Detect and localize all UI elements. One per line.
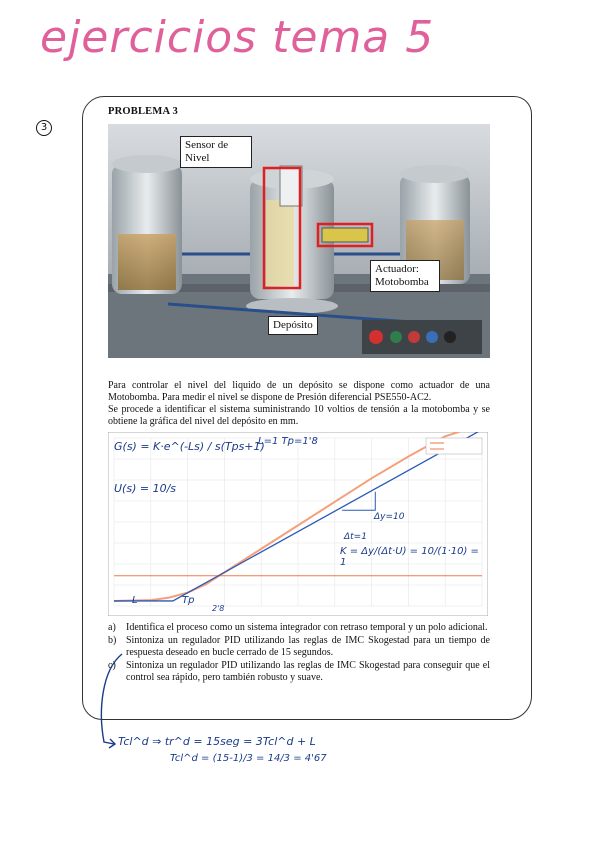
- problem-statement: [108, 380, 490, 428]
- hw-tuning-line-1: Tcl^d ⇒ tr^d = 15seg = 3Tcl^d + L: [118, 735, 316, 748]
- problem-number-mark: 3: [36, 120, 52, 136]
- page-title: ejercicios tema 5: [40, 12, 435, 63]
- paragraph-2: Se procede a identificar el sistema suministrando 10 voltios de tensión a la motobomba y se obtiene la gráfica del nivel del depósito en mm.: [108, 404, 490, 427]
- level-chart: [108, 432, 488, 616]
- question-letter: c): [108, 660, 116, 671]
- hw-input: U(s) = 10/s: [114, 482, 177, 495]
- tank-label: Depósito: [268, 316, 318, 335]
- hw-tuning-line-2: Tcl^d = (15-1)/3 = 14/3 = 4'67: [170, 753, 327, 764]
- problem-heading: PROBLEMA 3: [108, 106, 178, 117]
- question-a: [108, 622, 490, 634]
- sensor-label: Sensor de Nivel: [180, 136, 252, 168]
- paragraph-1: Para controlar el nivel del liquido de un depósito se dispone como actuador de una Motobomba. Para medir el nivel se dispone de Presión diferencial PSE550-AC2.: [108, 380, 490, 403]
- actuator-label: Actuador: Motobomba: [370, 260, 440, 292]
- hw-delta-t: Δt=1: [344, 532, 367, 542]
- hw-delta-y: Δy=10: [374, 512, 405, 522]
- question-c: [108, 660, 490, 684]
- hw-parameters: L=1 Tp=1'8: [258, 436, 318, 447]
- process-photo: [108, 124, 490, 358]
- hw-delay-mark: L: [132, 595, 138, 606]
- chart-legend: [426, 438, 482, 454]
- question-text: Sintoniza un regulador PID utilizando las reglas de IMC Skogestad para conseguir que el control sea rápido, pero también robusto y suave.: [126, 660, 490, 683]
- question-b: [108, 635, 490, 659]
- questions-list: [108, 622, 490, 685]
- level-chart-svg: [108, 432, 488, 616]
- question-text: Sintoniza un regulador PID utilizando las reglas de IMC Skogestad para un tiempo de respuesta deseado en bucle cerrado de 15 segundos.: [126, 635, 490, 658]
- hw-tp-mark: Tp: [182, 595, 195, 606]
- question-letter: b): [108, 635, 117, 646]
- hw-gain: K = Δy/(Δt·U) = 10/(1·10) = 1: [340, 546, 479, 568]
- question-text: Identifica el proceso como un sistema integrador con retraso temporal y un polo adicional.: [126, 622, 488, 633]
- hw-transfer-function: G(s) = K·e^(-Ls) / s(Tps+1): [114, 440, 265, 453]
- hw-time-mark: 2'8: [212, 604, 225, 613]
- question-letter: a): [108, 622, 116, 633]
